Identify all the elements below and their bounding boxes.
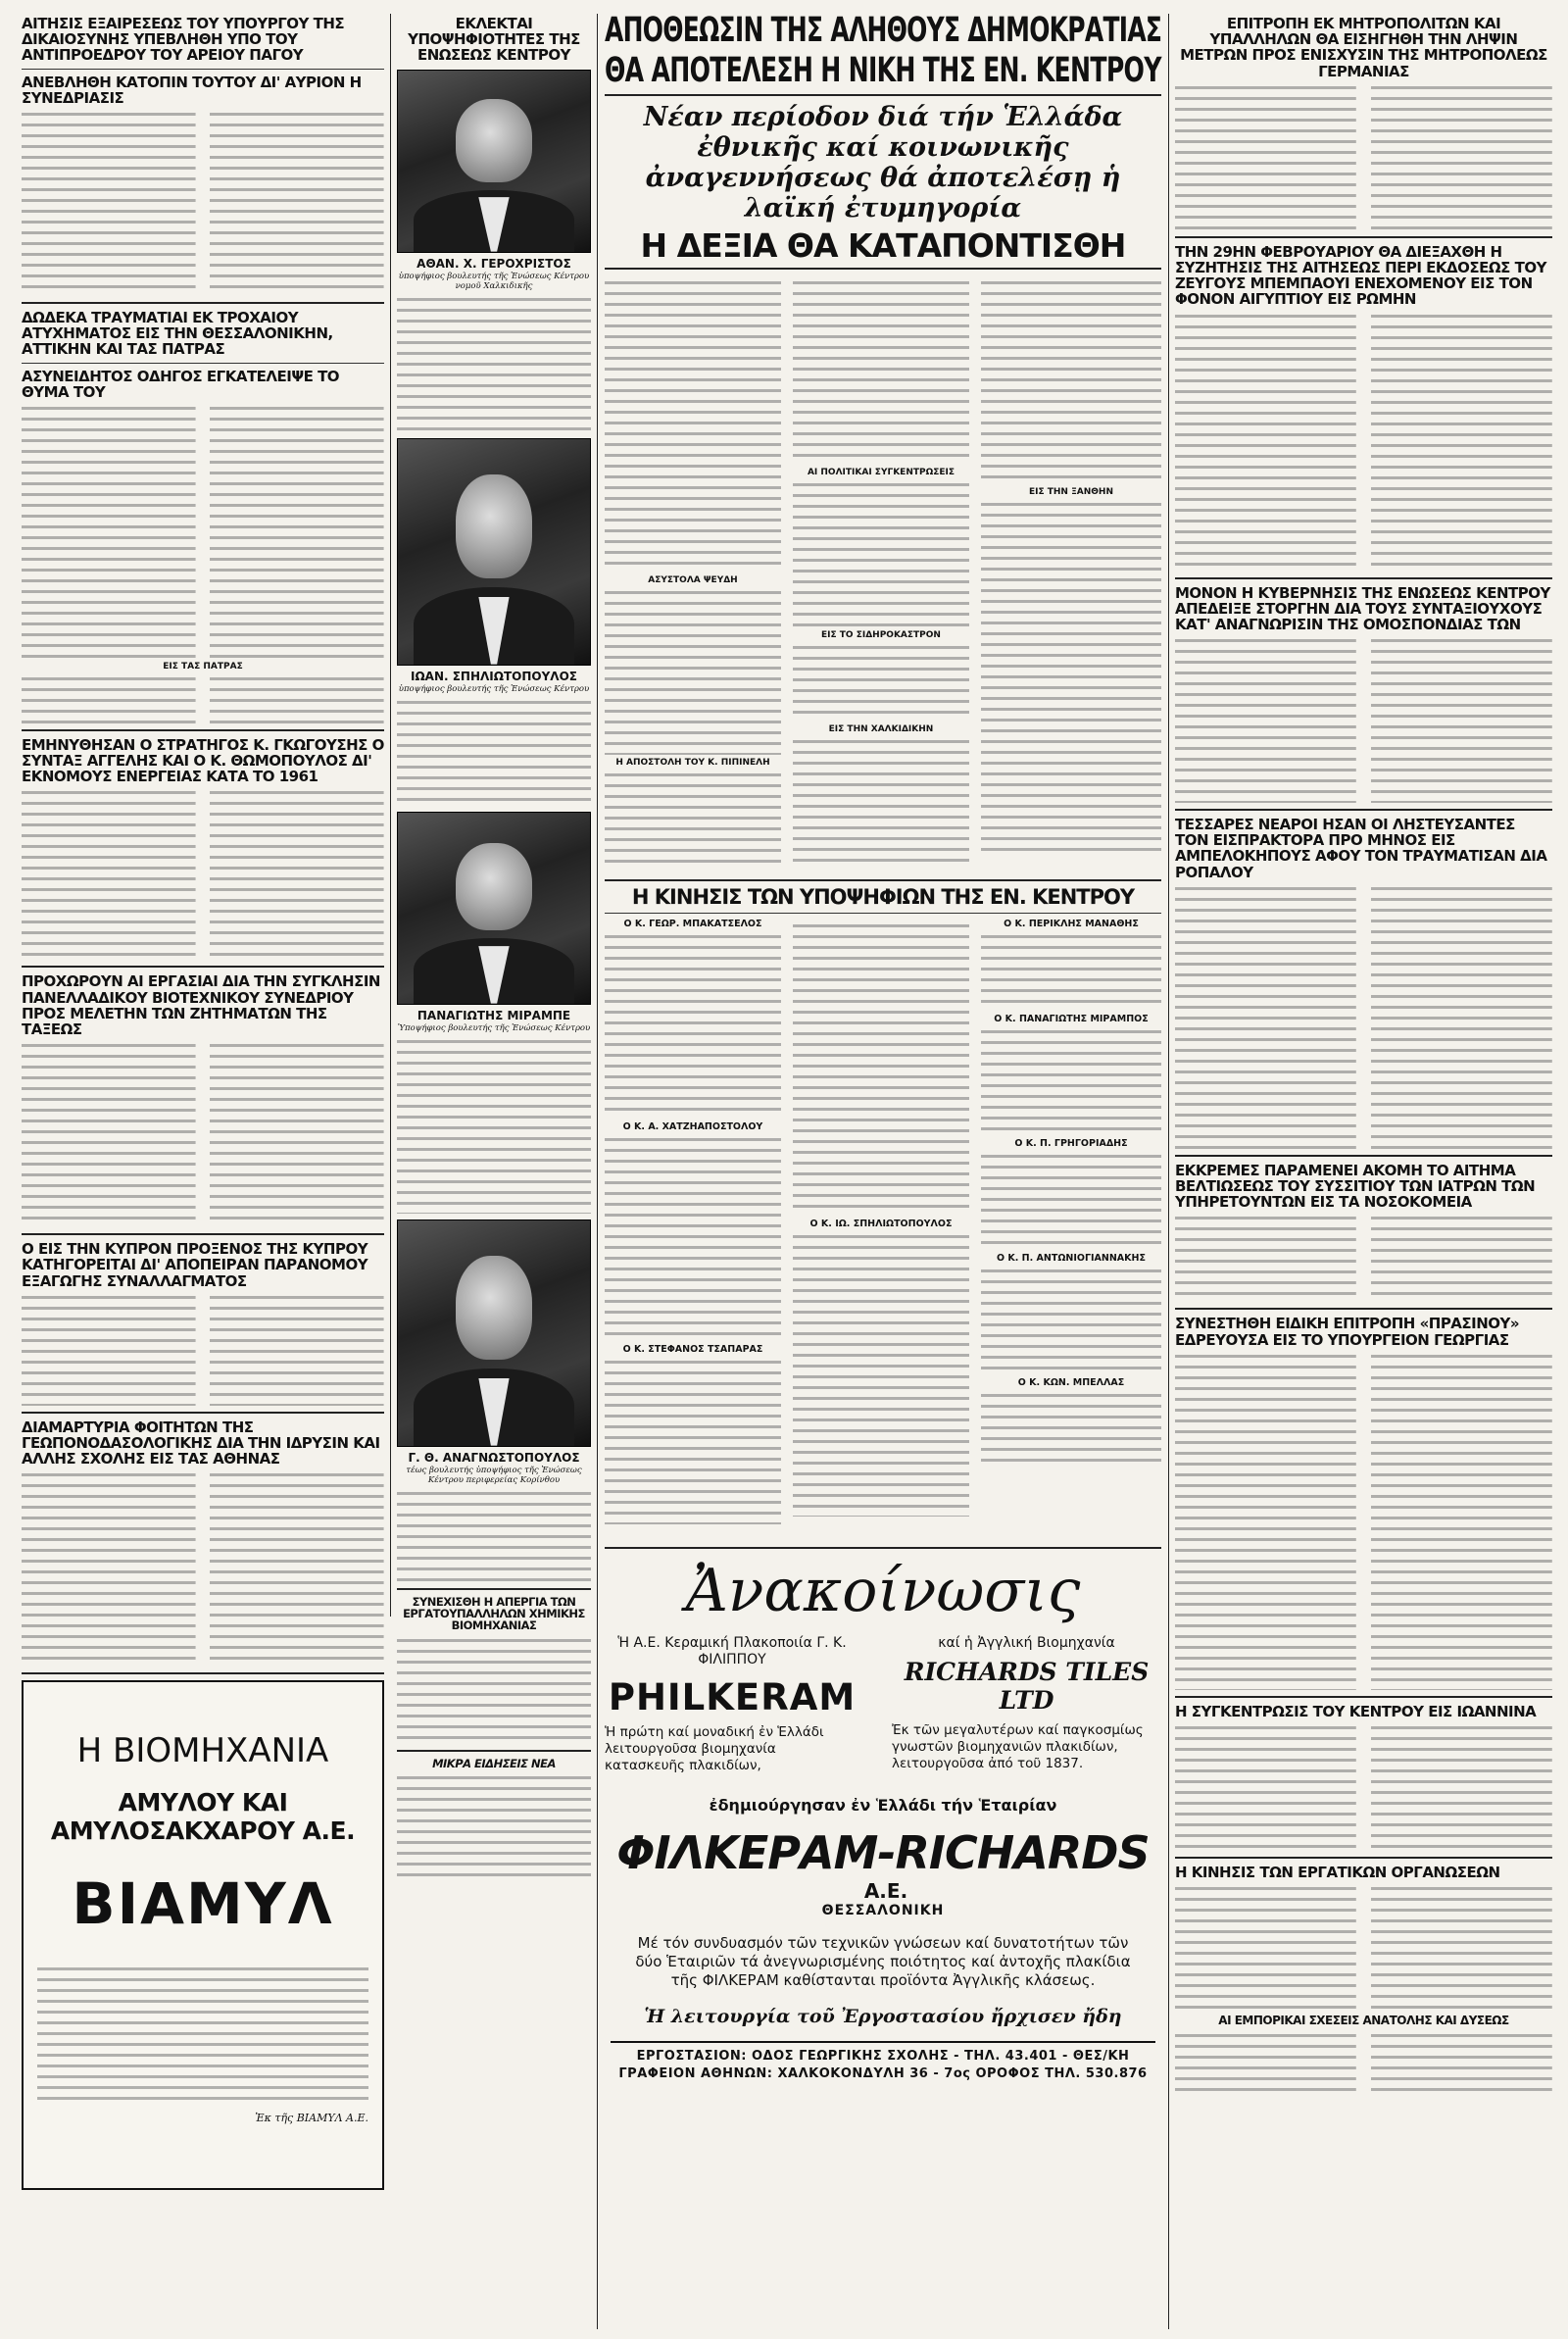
ad-founded: ἐδημιούργησαν ἐν Ἑλλάδι τήν Ἑταιρίαν bbox=[709, 1796, 1057, 1815]
ad-body: Μέ τόν συνδυασμόν τῶν τεχνικῶν γνώσεων καί δυνατοτήτων τῶν δύο Ἑταιριῶν τά ἀνεγνωρισμένης ποιότητος καί ἀντοχῆς πλακίδια τῆς ΦΙΛΚΕΡΑΜ καθίστανται προϊόντα Ἀγγλικῆς κλάσεως. bbox=[635, 1934, 1131, 1989]
cand-subhead: Ο Κ. ΙΩ. ΣΠΗΛΙΩΤΟΠΟΥΛΟΣ bbox=[809, 1219, 953, 1229]
article-body bbox=[793, 480, 969, 627]
headline-gkogousis: ΕΜΗΝΥΘΗΣΑΝ Ο ΣΤΡΑΤΗΓΟΣ Κ. ΓΚΩΓΟΥΣΗΣ Ο ΣΥΝΤΑΞ ΑΓΓΕΛΗΣ ΚΑΙ Ο Κ. ΘΩΜΟΠΟΥΛΟΣ ΔΙ' ΕΚΝΟΜΟΥΣ ΕΝΕΡΓΕΙΑΣ ΚΑΤΑ ΤΟ 1961 bbox=[22, 735, 384, 786]
headline-kinisis-ypopsifion: Η ΚΙΝΗΣΙΣ ΤΩΝ ΥΠΟΨΗΦΙΩΝ ΤΗΣ ΕΝ. ΚΕΝΤΡΟΥ bbox=[631, 885, 1135, 909]
philkeram-advertisement bbox=[605, 1557, 1161, 2184]
candidate-role: Ὑποψήφιος βουλευτής τῆς Ἑνώσεως Κέντρου bbox=[397, 1022, 591, 1033]
ad-body bbox=[37, 1965, 368, 2102]
headline-ergatikai-organoseis: Η ΚΙΝΗΣΙΣ ΤΩΝ ΕΡΓΑΤΙΚΩΝ ΟΡΓΑΝΩΣΕΩΝ bbox=[1175, 1863, 1500, 1881]
cand-subhead: Ο Κ. ΠΑΝΑΓΙΩΤΗΣ ΜΙΡΑΜΠΟΣ bbox=[994, 1014, 1149, 1024]
headline-iatroi: ΕΚΚΡΕΜΕΣ ΠΑΡΑΜΕΝΕΙ ΑΚΟΜΗ ΤΟ ΑΙΤΗΜΑ ΒΕΛΤΙΩΣΕΩΣ ΤΟΥ ΣΥΣΣΙΤΙΟΥ ΤΩΝ ΙΑΤΡΩΝ ΤΩΝ ΥΠΗΡΕΤΟΥΝΤΩΝ ΕΙΣ ΤΑ ΝΟΣΟΚΟΜΕΙΑ bbox=[1175, 1161, 1536, 1212]
article-body bbox=[605, 932, 781, 1119]
article-body bbox=[793, 737, 969, 865]
vimyl-sign: Ἐκ τῆς ΒΙΑΜΥΛ Α.Ε. bbox=[255, 2112, 368, 2125]
article-body bbox=[1175, 312, 1552, 572]
cand-subhead: Ο Κ. Π. ΑΝΤΩΝΙΟΓΙΑΝΝΑΚΗΣ bbox=[997, 1253, 1146, 1264]
candidates-title: ΕΚΛΕΚΤΑΙ ΥΠΟΨΗΦΙΟΤΗΤΕΣ ΤΗΣ ΕΝΩΣΕΩΣ ΚΕΝΤΡΟΥ bbox=[408, 15, 580, 65]
article-body bbox=[981, 1267, 1161, 1374]
cand-subhead: Ο Κ. ΠΕΡΙΚΛΗΣ ΜΑΝΑΘΗΣ bbox=[1004, 919, 1139, 929]
vimyl-line2: ΑΜΥΛΟΥ ΚΑΙ ΑΜΥΛΟΣΑΚΧΑΡΟΥ Α.Ε. bbox=[50, 1788, 356, 1846]
subhead-odigos: ΑΣΥΝΕΙΔΗΤΟΣ ΟΔΗΓΟΣ ΕΓΚΑΤΕΛΕΙΨΕ ΤΟ ΘΥΜΑ ΤΟΥ bbox=[22, 367, 340, 401]
subhead-chalkidiki: ΕΙΣ ΤΗΝ ΧΑΛΚΙΔΙΚΗΝ bbox=[828, 724, 934, 734]
article-body bbox=[605, 1358, 781, 1524]
headline-ioannina: Η ΣΥΓΚΕΝΤΡΩΣΙΣ ΤΟΥ ΚΕΝΤΡΟΥ ΕΙΣ ΙΩΑΝΝΙΝΑ bbox=[1175, 1702, 1537, 1720]
subhead-pipinelis: Η ΑΠΟΣΤΟΛΗ ΤΟΥ Κ. ΠΙΠΙΝΕΛΗ bbox=[615, 758, 770, 768]
candidate-photo bbox=[397, 812, 591, 1005]
headline-eispraktor: ΤΕΣΣΑΡΕΣ ΝΕΑΡΟΙ ΗΣΑΝ ΟΙ ΛΗΣΤΕΥΣΑΝΤΕΣ ΤΟΝ ΕΙΣΠΡΑΚΤΟΡΑ ΠΡΟ ΜΗΝΟΣ ΕΙΣ ΑΜΠΕΛΟΚΗΠΟΥΣ ΑΦΟΥ ΤΟΝ ΤΡΑΥΜΑΤΙΣΑΝ ΔΙΑ ΡΟΠΑΛΟΥ bbox=[1175, 816, 1547, 881]
candidate-role: τέως βουλευτής ὑποψήφιος τῆς Ἑνώσεως Κέντρου περιφερείας Κορίνθου bbox=[406, 1465, 582, 1485]
ad-started: Ἡ λειτουργία τοῦ Ἐργοστασίου ἤρχισεν ἤδη bbox=[644, 2006, 1122, 2027]
candidate-name: Γ. Θ. ΑΝΑΓΝΩΣΤΟΠΟΥΛΟΣ bbox=[408, 1450, 580, 1465]
headline-viotexniko-synedrio: ΠΡΟΧΩΡΟΥΝ ΑΙ ΕΡΓΑΣΙΑΙ ΔΙΑ ΤΗΝ ΣΥΓΚΛΗΣΙΝ ΠΑΝΕΛΛΑΔΙΚΟΥ ΒΙΟΤΕΧΝΙΚΟΥ ΣΥΝΕΔΡΙΟΥ ΠΡΟΣ ΜΕΛΕΤΗΝ ΤΩΝ ΖΗΤΗΜΑΤΩΝ ΤΗΣ ΤΑΞΕΩΣ bbox=[22, 972, 380, 1038]
ad-firm-suffix: Α.Ε. bbox=[863, 1879, 908, 1903]
column-left bbox=[22, 14, 384, 2190]
vimyl-advertisement bbox=[22, 1680, 384, 2190]
article-body bbox=[1175, 1352, 1552, 1690]
newspaper-page bbox=[22, 11, 1552, 2329]
candidates-movements bbox=[605, 919, 1161, 1541]
candidate-name: ΑΘΑΝ. Χ. ΓΕΡΟΧΡΙΣΤΟΣ bbox=[416, 256, 571, 271]
article-body bbox=[1175, 83, 1552, 230]
article-body bbox=[1175, 1723, 1552, 1851]
cand-subhead: Ο Κ. ΓΕΩΡ. ΜΠΑΚΑΤΣΕΛΟΣ bbox=[623, 919, 762, 929]
article-body bbox=[1175, 1214, 1552, 1302]
vimyl-line1: Η ΒΙΟΜΗΧΑΝΙΑ bbox=[76, 1731, 329, 1771]
ad-firm-name: ΦΙΛΚΕΡΑΜ-RICHARDS bbox=[616, 1826, 1150, 1879]
subhead-xanthi: ΕΙΣ ΤΗΝ ΞΑΝΘΗΝ bbox=[1028, 487, 1113, 497]
article-body bbox=[981, 1027, 1161, 1135]
headline-exairesis: ΑΙΤΗΣΙΣ ΕΞΑΙΡΕΣΕΩΣ ΤΟΥ ΥΠΟΥΡΓΟΥ ΤΗΣ ΔΙΚΑΙΟΣΥΝΗΣ ΥΠΕΒΛΗΘΗ ΥΠΟ ΤΟΥ ΑΝΤΙΠΡΟΕΔΡΟΥ ΤΟΥ ΑΡΕΙΟΥ ΠΑΓΟΥ bbox=[22, 15, 345, 65]
article-body bbox=[1175, 1884, 1552, 2012]
headline-syntaxiouchoi: ΜΟΝΟΝ Η ΚΥΒΕΡΝΗΣΙΣ ΤΗΣ ΕΝΩΣΕΩΣ ΚΕΝΤΡΟΥ ΑΠΕΔΕΙΞΕ ΣΤΟΡΓΗΝ ΔΙΑ ΤΟΥΣ ΣΥΝΤΑΞΙΟΥΧΟΥΣ ΚΑΤ' ΑΝΑΓΝΩΡΙΣΙΝ ΤΗΣ ΟΜΟΣΠΟΝΔΙΑΣ ΤΩΝ bbox=[1175, 583, 1550, 633]
column-candidates bbox=[397, 14, 591, 1884]
subhead-sidirokastro: ΕΙΣ ΤΟ ΣΙΔΗΡΟΚΑΣΤΡΟΝ bbox=[821, 630, 941, 640]
headline-emporikai-scheseis: ΑΙ ΕΜΠΟΡΙΚΑΙ ΣΧΕΣΕΙΣ ΑΝΑΤΟΛΗΣ ΚΑΙ ΔΥΣΕΩΣ bbox=[1218, 2014, 1509, 2028]
headline-mikra-nea: ΜΙΚΡΑ ΕΙΔΗΣΕΙΣ ΝΕΑ bbox=[432, 1756, 556, 1770]
article-body bbox=[22, 788, 384, 960]
article-body bbox=[605, 278, 781, 572]
subhead-synkentroseis: ΑΙ ΠΟΛΙΤΙΚΑΙ ΣΥΓΚΕΝΤΡΩΣΕΙΣ bbox=[807, 468, 956, 477]
article-body bbox=[605, 1135, 781, 1341]
article-body bbox=[1175, 2031, 1552, 2095]
philkeram-logo: PHILKERAM bbox=[608, 1676, 857, 1718]
vimyl-brand: ΒΙΑΜΥΛ bbox=[72, 1870, 334, 1938]
cand-subhead: Ο Κ. ΣΤΕΦΑΝΟΣ ΤΣΑΠΑΡΑΣ bbox=[622, 1344, 763, 1355]
cand-subhead: Ο Κ. Π. ΓΡΗΓΟΡΙΑΔΗΣ bbox=[1014, 1138, 1128, 1149]
article-body bbox=[22, 1041, 384, 1227]
article-body bbox=[22, 404, 384, 659]
headline-apergia: ΣΥΝΕΧΙΣΘΗ Η ΑΠΕΡΓΙΑ ΤΩΝ ΕΡΓΑΤΟΥΠΑΛΛΗΛΩΝ ΧΗΜΙΚΗΣ ΒΙΟΜΗΧΑΝΙΑΣ bbox=[403, 1594, 585, 1633]
lead-banner-2: ΘΑ ΑΠΟΤΕΛΕΣΗ Η ΝΙΚΗ ΤΗΣ ΕΝ. ΚΕΝΤΡΟΥ bbox=[605, 51, 1161, 90]
headline-foitites: ΔΙΑΜΑΡΤΥΡΙΑ ΦΟΙΤΗΤΩΝ ΤΗΣ ΓΕΩΠΟΝΟΔΑΣΟΛΟΓΙΚΗΣ ΔΙΑ ΤΗΝ ΙΔΡΥΣΙΝ ΚΑΙ ΑΛΛΗΣ ΣΧΟΛΗΣ ΕΙΣ ΤΑΣ ΑΘΗΝΑΣ bbox=[22, 1418, 380, 1468]
article-body bbox=[981, 278, 1161, 484]
article-body bbox=[397, 295, 591, 432]
lead-italic-subhead: Νέαν περίοδον διά τήν Ἑλλάδα ἐθνικῆς καί κοινωνικῆς ἀναγεννήσεως θά ἀποτελέσῃ ἡ λαϊκή ἐτυμηγορία bbox=[643, 102, 1123, 224]
column-right bbox=[1175, 14, 1552, 2098]
article-body bbox=[981, 500, 1161, 853]
candidate-name: ΠΑΝΑΓΙΩΤΗΣ ΜΙΡΑΜΠΕ bbox=[416, 1008, 571, 1022]
article-body bbox=[793, 1232, 969, 1517]
article-body bbox=[793, 921, 969, 1216]
ad-address-factory: ΕΡΓΟΣΤΑΣΙΟΝ: ΟΔΟΣ ΓΕΩΡΓΙΚΗΣ ΣΧΟΛΗΣ - ΤΗΛ. 43.401 - ΘΕΣ/ΚΗ bbox=[636, 2049, 1130, 2064]
column-lead bbox=[605, 11, 1162, 2184]
article-body bbox=[981, 1152, 1161, 1250]
subhead-patras: ΕΙΣ ΤΑΣ ΠΑΤΡΑΣ bbox=[163, 661, 243, 672]
richards-logo: RICHARDS TILES LTD bbox=[904, 1658, 1150, 1715]
notice-title: Ἀνακοίνωσις bbox=[685, 1557, 1081, 1625]
candidate-role: ὑποψήφιος βουλευτής τῆς Ἑνώσεως Κέντρου bbox=[398, 683, 590, 694]
ad-address-office: ΓΡΑΦΕΙΟΝ ΑΘΗΝΩΝ: ΧΑΛΚΟΚΟΝΔΥΛΗ 36 - 7ος ΟΡΟΦΟΣ ΤΗΛ. 530.876 bbox=[618, 2066, 1148, 2081]
article-body bbox=[981, 1391, 1161, 1469]
subhead-anevlithi: ΑΝΕΒΛΗΘΗ ΚΑΤΟΠΙΝ ΤΟΥΤΟΥ ΔΙ' ΑΥΡΙΟΝ Η ΣΥΝΕΔΡΙΑΣΙΣ bbox=[22, 73, 362, 107]
article-body bbox=[22, 1293, 384, 1406]
article-body bbox=[22, 674, 384, 723]
article-body bbox=[793, 643, 969, 722]
lead-banner-3: Η ΔΕΞΙΑ ΘΑ ΚΑΤΑΠΟΝΤΙΣΘΗ bbox=[640, 226, 1126, 265]
article-body bbox=[1175, 636, 1552, 803]
article-body bbox=[1175, 884, 1552, 1149]
article-body bbox=[22, 110, 384, 296]
lead-article bbox=[605, 275, 1161, 873]
article-body bbox=[397, 1489, 591, 1582]
article-body bbox=[605, 771, 781, 869]
article-body bbox=[793, 278, 969, 465]
headline-traumatiai: ΔΩΔΕΚΑ ΤΡΑΥΜΑΤΙΑΙ ΕΚ ΤΡΟΧΑΙΟΥ ΑΤΥΧΗΜΑΤΟΣ ΕΙΣ ΤΗΝ ΘΕΣΣΑΛΟΝΙΚΗΝ, ΑΤΤΙΚΗΝ ΚΑΙ ΤΑΣ ΠΑΤΡΑΣ bbox=[22, 308, 333, 359]
cand-subhead: Ο Κ. Α. ΧΑΤΖΗΑΠΟΣΤΟΛΟΥ bbox=[622, 1121, 763, 1132]
candidate-photo bbox=[397, 70, 591, 253]
candidate-role: ὑποψήφιος βουλευτής τῆς Ἑνώσεως Κέντρου νομοῦ Χαλκιδικῆς bbox=[398, 271, 590, 291]
headline-mitropolites: ΕΠΙΤΡΟΠΗ ΕΚ ΜΗΤΡΟΠΟΛΙΤΩΝ ΚΑΙ ΥΠΑΛΛΗΛΩΝ ΘΑ ΕΙΣΗΓΗΘΗ ΤΗΝ ΛΗΨΙΝ ΜΕΤΡΩΝ ΠΡΟΣ ΕΝΙΣΧΥΣΙΝ ΤΗΣ ΜΗΤΡΟΠΟΛΕΩΣ ΓΕΡΜΑΝΙΑΣ bbox=[1180, 15, 1547, 80]
headline-prasinou: ΣΥΝΕΣΤΗΘΗ ΕΙΔΙΚΗ ΕΠΙΤΡΟΠΗ «ΠΡΑΣΙΝΟΥ» ΕΔΡΕΥΟΥΣΑ ΕΙΣ ΤΟ ΥΠΟΥΡΓΕΙΟΝ ΓΕΩΡΓΙΑΣ bbox=[1175, 1315, 1520, 1349]
candidate-photo bbox=[397, 438, 591, 666]
article-body bbox=[397, 1037, 591, 1214]
ad-city: ΘΕΣΣΑΛΟΝΙΚΗ bbox=[821, 1903, 945, 1918]
article-body bbox=[397, 698, 591, 806]
ad-conj: καί ἡ Ἀγγλική Βιομηχανία bbox=[938, 1635, 1115, 1651]
column-rule bbox=[390, 14, 391, 1617]
column-rule bbox=[597, 14, 598, 2329]
article-body bbox=[397, 1636, 591, 1744]
article-body bbox=[981, 932, 1161, 1011]
column-rule bbox=[1168, 14, 1169, 2329]
article-body bbox=[22, 1470, 384, 1667]
lead-banner-1: ΑΠΟΘΕΩΣΙΝ ΤΗΣ ΑΛΗΘΟΥΣ ΔΗΜΟΚΡΑΤΙΑΣ bbox=[605, 11, 1162, 50]
article-body bbox=[397, 1773, 591, 1881]
cand-subhead: Ο Κ. ΚΩΝ. ΜΠΕΛΛΑΣ bbox=[1017, 1377, 1125, 1388]
headline-proxenos-kyprou: Ο ΕΙΣ ΤΗΝ ΚΥΠΡΟΝ ΠΡΟΞΕΝΟΣ ΤΗΣ ΚΥΠΡΟΥ ΚΑΤΗΓΟΡΕΙΤΑΙ ΔΙ' ΑΠΟΠΕΙΡΑΝ ΠΑΡΑΝΟΜΟΥ ΕΞΑΓΩΓΗΣ ΣΥΝΑΛΛΑΓΜΑΤΟΣ bbox=[22, 1240, 368, 1290]
ad-left-text: Ἡ πρώτη καί μοναδική ἐν Ἑλλάδι λειτουργοῦσα βιομηχανία κατασκευῆς πλακιδίων, bbox=[605, 1724, 824, 1773]
subhead-asystola: ΑΣΥΣΤΟΛΑ ΨΕΥΔΗ bbox=[648, 575, 738, 585]
candidate-name: ΙΩΑΝ. ΣΠΗΛΙΩΤΟΠΟΥΛΟΣ bbox=[411, 669, 577, 683]
ad-company-left: Ἡ Α.Ε. Κεραμική Πλακοποιία Γ. Κ. ΦΙΛΙΠΠΟΥ bbox=[617, 1635, 847, 1667]
ad-right-text: Ἐκ τῶν μεγαλυτέρων καί παγκοσμίως γνωστῶν βιομηχανιῶν πλακιδίων, λειτουργοῦσα ἀπό τοῦ 1837. bbox=[892, 1722, 1144, 1771]
candidate-photo bbox=[397, 1219, 591, 1447]
article-body bbox=[605, 588, 781, 755]
headline-bembaoui: ΤΗΝ 29ΗΝ ΦΕΒΡΟΥΑΡΙΟΥ ΘΑ ΔΙΕΞΑΧΘΗ Η ΣΥΖΗΤΗΣΙΣ ΤΗΣ ΑΙΤΗΣΕΩΣ ΠΕΡΙ ΕΚΔΟΣΕΩΣ ΤΟΥ ΖΕΥΓΟΥΣ ΜΠΕΜΠΑΟΥΙ ΕΝΕΧΟΜΕΝΟΥ ΕΙΣ ΤΟΝ ΦΟΝΟΝ ΑΙΓΥΠΤΙΟΥ ΕΙΣ ΡΩΜΗΝ bbox=[1175, 242, 1546, 309]
